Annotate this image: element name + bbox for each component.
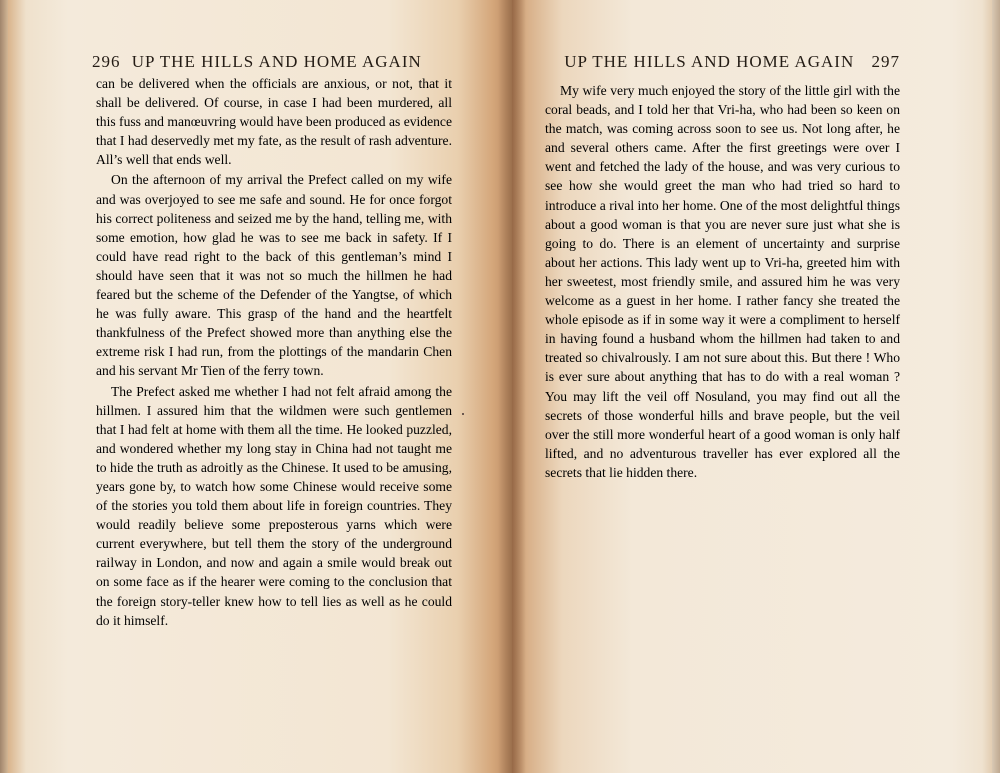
left-paragraph-2: On the afternoon of my arrival the Prefect called on my wife and was overjoyed to see me safe and sound. He for once forgot his correct politeness and seized me by the hand, telling me, with some emotion, how glad he was to see me back in safety. If I could have read right to the back of this gentleman’s mind I should have seen that it was not so much the hillmen he had feared but the scheme of the Defender of the Yangtse, of which he was fully aware. This grasp of the hand and the heartfelt thankfulness of the Prefect showed more than anything else the extreme risk I had run, from the plottings of the mandarin Chen and his servant Mr Tien of the ferry town. (96, 172, 452, 379)
left-page-number: 296 (92, 52, 121, 71)
left-running-title: UP THE HILLS AND HOME AGAIN (131, 52, 422, 71)
right-page-number: 297 (871, 52, 900, 71)
right-running-head (560, 52, 900, 72)
right-running-title: UP THE HILLS AND HOME AGAIN (564, 52, 855, 71)
left-page-text (96, 74, 452, 630)
book-edge-left (0, 0, 8, 773)
left-paragraph-3: The Prefect asked me whether I had not felt afraid among the hillmen. I assured him that the wildmen were such gentlemen that I had felt at home with them all the time. He looked puzzled, and wondered whether my long stay in China had not taught me to hide the truth as adroitly as the Chinese. It used to be amusing, years gone by, to watch how some Chinese would receive some of the stories you told them about life in foreign countries. They would readily believe some preposterous yarns which were current everywhere, but tell them the story of the underground railway in London, and now and again a smile would break out on some face as if the hearer were coming to the conclusion that the foreign story-teller knew how to tell lies as well as he could do it himself. (96, 383, 452, 628)
right-paragraph-1: My wife very much enjoyed the story of the little girl with the coral beads, and I told her that Vri-ha, who had been so keen on the match, was coming across soon to see us. Not long after, he and several others came. After the first greetings were over I went and fetched the lady of the house, and was very curious to see how she would greet the man who had tried so hard to introduce a rival into her home. One of the most delightful things about a good woman is that you are never sure just what she is going to do. There is an element of uncertainty and surprise about her actions. This lady went up to Vri-ha, greeted him with her sweetest, most friendly smile, and assured him he was very welcome as a guest in her home. I rather fancy she treated the whole episode as if in some way it were a compliment to herself in having found a husband whom the hillmen had taken to and treated so chivalrously. I am not sure about this. But there ! Who is ever sure about anything that has to do with a real woman ? You may lift the veil off Nosuland, you may find out all the secrets of those wonderful hills and brave people, but the veil over the still more wonderful heart of a good woman is only half lifted, and no adventurous traveller has ever explored all the secrets that lie hidden there. (545, 83, 900, 480)
book-gutter (498, 0, 526, 773)
left-paragraph-1: can be delivered when the officials are anxious, or not, that it shall be delivered. Of course, in case I had been murdered, all this fuss and manœuvring would have been produced as evidence that I had deservedly met my fate, as the result of rash adventure. All’s well that ends well. (96, 76, 452, 168)
ink-speck (462, 413, 464, 415)
right-page-text (545, 80, 900, 482)
book-edge-right (992, 0, 1000, 773)
left-running-head (92, 52, 428, 72)
